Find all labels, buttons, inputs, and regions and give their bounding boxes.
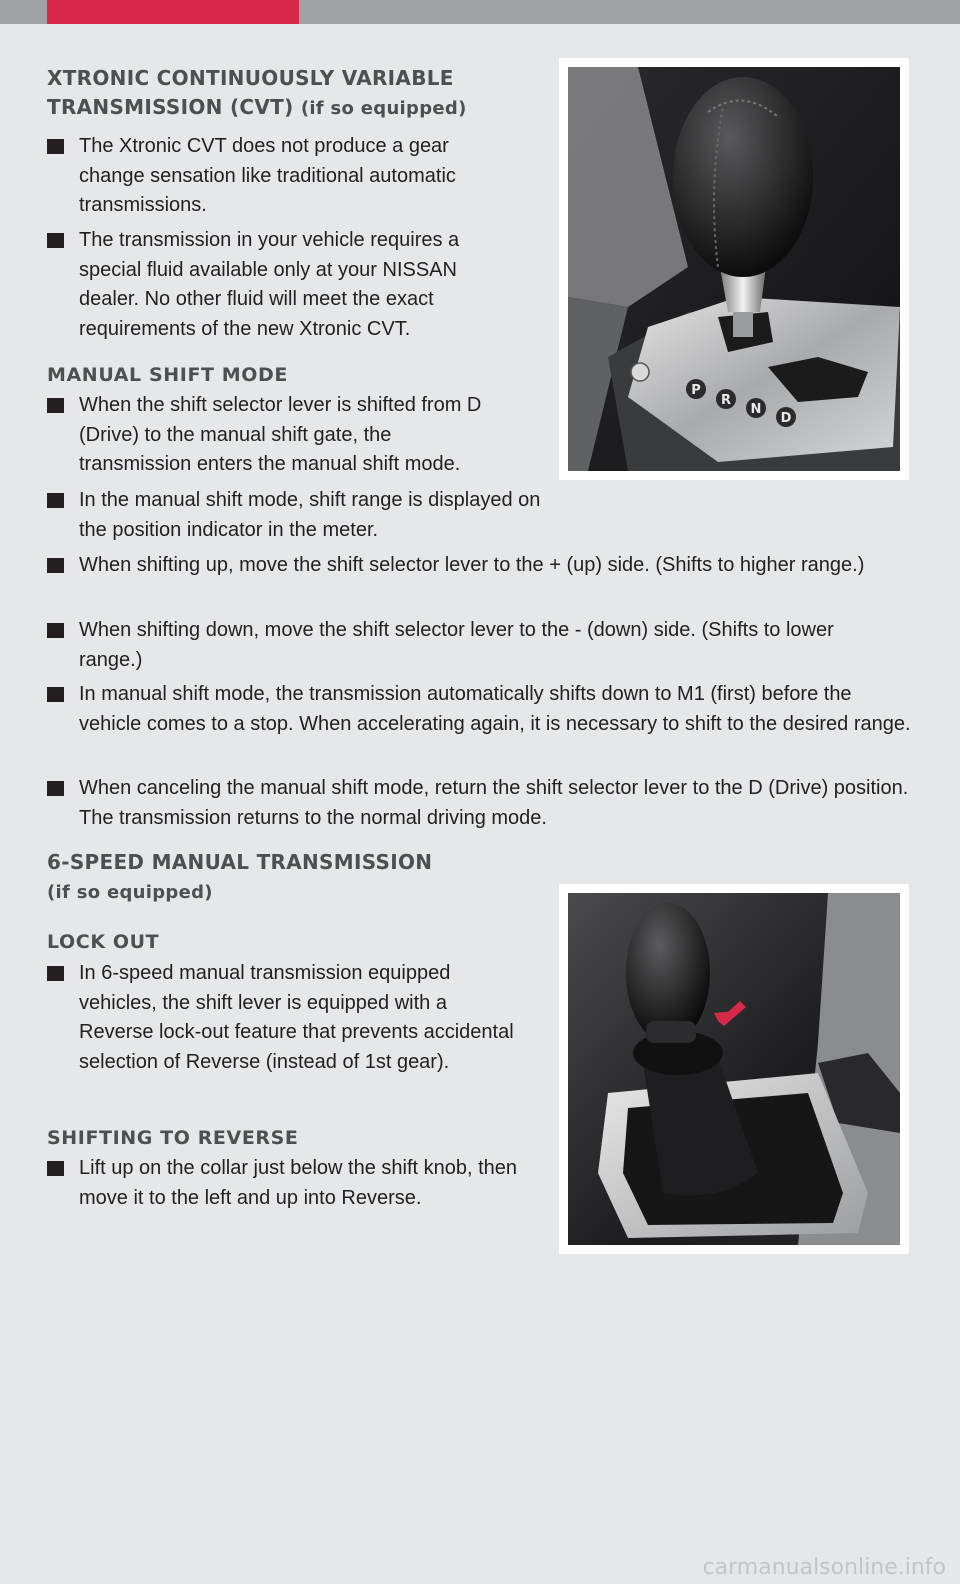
cvt-heading xyxy=(47,64,467,123)
bullet-square-icon xyxy=(47,493,64,508)
gate-label-p xyxy=(686,379,706,399)
cvt-shifter-photo xyxy=(559,58,909,480)
bullet-text: When the shift selector lever is shifted from D (Drive) to the manual shift gate, the transmission enters the manual shift mode. xyxy=(79,394,482,475)
svg-text:P: P xyxy=(691,383,701,398)
bullet-msm-6 xyxy=(47,774,917,833)
cvt-heading-line2: TRANSMISSION (CVT) xyxy=(47,95,294,119)
svg-text:R: R xyxy=(720,393,732,408)
gate-label-r xyxy=(716,389,736,409)
bullet-text: In manual shift mode, the transmission automatically shifts down to M1 (first) before the vehicle comes to a stop. When accelerating again, it is necessary to shift to the desired range. xyxy=(79,683,911,735)
manual-shift-mode-heading: MANUAL SHIFT MODE xyxy=(47,364,289,386)
bullet-reverse-1 xyxy=(47,1154,527,1213)
bullet-square-icon xyxy=(47,687,64,702)
bullet-msm-3 xyxy=(47,551,917,581)
bullet-text: In 6-speed manual transmission equipped vehicles, the shift lever is equipped with a Reverse lock-out feature that prevents accidental selection of Reverse (instead of 1st gear). xyxy=(79,962,514,1073)
bullet-lockout-1 xyxy=(47,959,522,1077)
gate-label-n xyxy=(746,398,766,418)
svg-text:D: D xyxy=(780,411,792,426)
bullet-text: When shifting up, move the shift selector lever to the + (up) side. (Shifts to higher range.) xyxy=(79,554,865,576)
bullet-msm-1 xyxy=(47,391,507,480)
bullet-msm-2 xyxy=(47,486,547,545)
bullet-text: The transmission in your vehicle requires a special fluid available only at your NISSAN dealer. No other fluid will meet the exact requirements of the new Xtronic CVT. xyxy=(79,229,460,340)
bullet-cvt-2 xyxy=(47,226,507,344)
bullet-square-icon xyxy=(47,139,64,154)
bullet-msm-4 xyxy=(47,616,887,675)
cvt-heading-note: (if so equipped) xyxy=(300,98,467,119)
manual-shifter-illustration xyxy=(568,893,900,1245)
bullet-square-icon xyxy=(47,966,64,981)
bullet-text: In the manual shift mode, shift range is displayed on the position indicator in the meter. xyxy=(79,489,541,541)
six-speed-heading-note: (if so equipped) xyxy=(47,882,213,903)
shifting-to-reverse-heading: SHIFTING TO REVERSE xyxy=(47,1127,299,1149)
bullet-text: The Xtronic CVT does not produce a gear change sensation like traditional automatic transmissions. xyxy=(79,135,456,216)
cvt-shifter-illustration xyxy=(568,67,900,471)
watermark: carmanualsonline.info xyxy=(702,1555,946,1580)
bullet-text: Lift up on the collar just below the shift knob, then move it to the left and up into Reverse. xyxy=(79,1157,518,1209)
section-tab-accent xyxy=(47,0,299,24)
bullet-msm-5 xyxy=(47,680,917,739)
cvt-heading-line1: XTRONIC CONTINUOUSLY VARIABLE xyxy=(47,66,454,90)
lock-out-heading: LOCK OUT xyxy=(47,931,160,953)
six-speed-heading xyxy=(47,848,432,907)
bullet-text: When shifting down, move the shift selector lever to the - (down) side. (Shifts to lower range.) xyxy=(79,619,834,671)
bullet-square-icon xyxy=(47,558,64,573)
bullet-text: When canceling the manual shift mode, return the shift selector lever to the D (Drive) position. The transmission returns to the normal driving mode. xyxy=(79,777,909,829)
bullet-square-icon xyxy=(47,781,64,796)
gate-label-d xyxy=(776,407,796,427)
six-speed-heading-line1: 6-SPEED MANUAL TRANSMISSION xyxy=(47,850,433,874)
bullet-square-icon xyxy=(47,623,64,638)
bullet-cvt-1 xyxy=(47,132,507,221)
manual-shifter-photo xyxy=(559,884,909,1254)
top-color-bar xyxy=(0,0,960,24)
svg-text:N: N xyxy=(750,402,762,417)
bullet-square-icon xyxy=(47,1161,64,1176)
bullet-square-icon xyxy=(47,233,64,248)
bullet-square-icon xyxy=(47,398,64,413)
